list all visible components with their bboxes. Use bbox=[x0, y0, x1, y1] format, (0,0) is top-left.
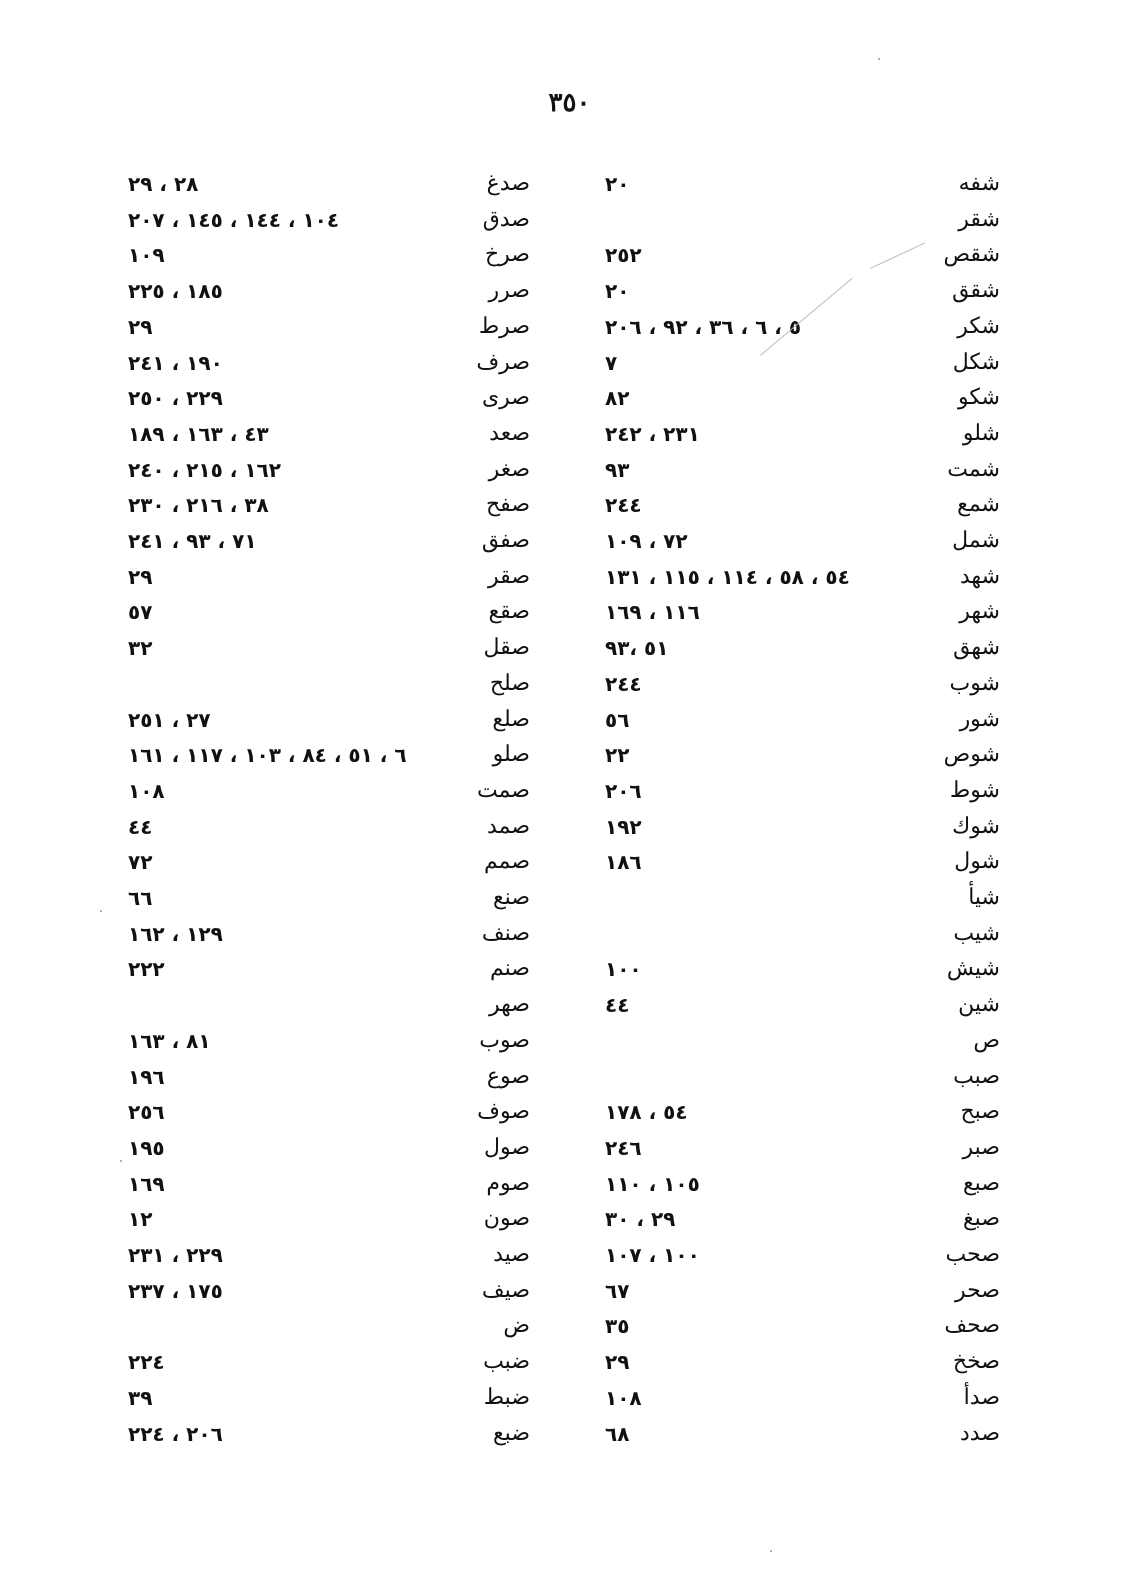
index-root: صقر bbox=[488, 563, 530, 589]
index-page-refs: ٢٨ ، ٢٩ bbox=[128, 172, 199, 196]
index-root: صمت bbox=[476, 777, 530, 803]
index-root: صبب bbox=[953, 1063, 1000, 1089]
index-root: شوك bbox=[952, 813, 1000, 839]
index-page-refs bbox=[605, 880, 885, 916]
scan-speck bbox=[100, 910, 102, 912]
index-page-refs: ٢٢٩ ، ٢٣١ bbox=[128, 1243, 223, 1267]
index-root: شول bbox=[954, 849, 1000, 875]
index-page-refs: ٤٣ ، ١٦٣ ، ١٨٩ bbox=[128, 421, 269, 446]
index-page-refs: ١١٦ ، ١٦٩ bbox=[605, 600, 700, 625]
index-page-refs: ٢٠ bbox=[605, 172, 630, 196]
index-root: صقع bbox=[488, 599, 530, 625]
index-page-refs: ٥٤ ، ٥٨ ، ١١٤ ، ١١٥ ، ١٣١ bbox=[605, 564, 850, 589]
index-page-refs bbox=[605, 1023, 885, 1059]
index-page-refs: ٨١ ، ١٦٣ bbox=[128, 1028, 211, 1053]
index-root: ضبب bbox=[483, 1349, 530, 1375]
index-page-refs: ٥٦ bbox=[605, 707, 630, 732]
index-root: صون bbox=[483, 1206, 530, 1232]
scan-speck bbox=[120, 1160, 122, 1162]
index-root: صمد bbox=[487, 813, 530, 839]
index-page-refs: ٩٣ bbox=[605, 457, 630, 482]
index-root: صوع bbox=[486, 1063, 530, 1089]
index-page-refs: ٧ bbox=[605, 350, 618, 375]
index-root: شهر bbox=[959, 599, 1000, 625]
index-page-refs: ٥١ ،٩٣ bbox=[605, 636, 669, 661]
index-page-refs bbox=[605, 916, 885, 952]
index-page-refs: ٤٤ bbox=[605, 993, 630, 1018]
index-root: صفح bbox=[485, 492, 530, 518]
index-page-refs: ١٧٥ ، ٢٣٧ bbox=[128, 1278, 223, 1303]
index-root: صيف bbox=[481, 1277, 530, 1303]
index-root: شمت bbox=[947, 456, 1000, 482]
index-page-refs: ٦٧ bbox=[605, 1278, 630, 1303]
index-root: صمم bbox=[483, 849, 530, 875]
index-root: صرر bbox=[488, 278, 530, 304]
index-root: ضبع bbox=[492, 1420, 530, 1446]
index-root: صدأ bbox=[963, 1384, 1000, 1410]
index-root: صنع bbox=[492, 885, 530, 910]
index-root: صبغ bbox=[962, 1206, 1000, 1232]
index-page-refs: ١٠٠ bbox=[605, 957, 642, 982]
index-page-refs: ٢٤٤ bbox=[605, 493, 642, 518]
index-page-refs: ٤٤ bbox=[128, 814, 153, 839]
index-page-refs: ٢٢ bbox=[605, 743, 630, 768]
index-root: صرى bbox=[481, 385, 530, 411]
index-page-refs: ٣٩ bbox=[128, 1385, 153, 1410]
index-page-refs: ١٠٨ bbox=[128, 778, 165, 803]
index-root: صحب bbox=[945, 1242, 1000, 1267]
index-page-refs: ٢٣١ ، ٢٤٢ bbox=[605, 421, 700, 446]
index-root: ضبط bbox=[483, 1384, 530, 1410]
index-root: شيش bbox=[946, 956, 1000, 982]
index-root: صدق bbox=[482, 206, 530, 232]
index-page-refs: ١٢٩ ، ١٦٢ bbox=[128, 921, 223, 946]
index-root: صفق bbox=[481, 528, 530, 553]
index-root: صوم bbox=[486, 1170, 530, 1196]
index-root: صخخ bbox=[952, 1349, 1000, 1375]
index-root: شقر bbox=[958, 206, 1000, 232]
index-page-refs bbox=[128, 1308, 450, 1344]
index-page-refs: ٢٤٦ bbox=[605, 1135, 642, 1160]
index-page-refs: ١٦٢ ، ٢١٥ ، ٢٤٠ bbox=[128, 457, 281, 482]
index-root: شهق bbox=[953, 635, 1000, 661]
index-root: صعد bbox=[489, 420, 530, 446]
index-page-refs: ١٨٦ bbox=[605, 850, 642, 875]
index-root: شوص bbox=[943, 742, 1000, 768]
index-root: صغر bbox=[488, 456, 530, 482]
index-root: صدد bbox=[959, 1420, 1000, 1446]
index-page-refs: ١٠٠ ، ١٠٧ bbox=[605, 1243, 700, 1267]
index-root: شمع bbox=[957, 492, 1000, 518]
index-root: صدغ bbox=[486, 171, 530, 196]
index-root: شور bbox=[959, 706, 1000, 732]
index-root: صلح bbox=[489, 670, 530, 696]
index-root: صنف bbox=[481, 920, 530, 946]
index-root: شوب bbox=[949, 670, 1000, 696]
index-root: صلع bbox=[492, 706, 530, 732]
index-root: شهد bbox=[959, 563, 1000, 589]
index-root: شكل bbox=[952, 349, 1000, 375]
index-root: صقل bbox=[483, 635, 530, 661]
index-page-refs: ١٩٢ bbox=[605, 814, 642, 839]
index-page-refs bbox=[128, 987, 450, 1023]
index-page-refs: ١٢ bbox=[128, 1207, 153, 1232]
index-page-refs: ٧٢ bbox=[128, 850, 153, 875]
index-page-refs: ٢٩ ، ٣٠ bbox=[605, 1207, 676, 1232]
index-page-refs: ٧٢ ، ١٠٩ bbox=[605, 529, 688, 553]
index-root: شيأ bbox=[968, 885, 1000, 910]
index-root: صبر bbox=[962, 1134, 1000, 1160]
index-page-refs: ٥ ، ٦ ، ٣٦ ، ٩٢ ، ٢٠٦ bbox=[605, 314, 802, 339]
index-page-refs: ١٨٥ ، ٢٢٥ bbox=[128, 279, 223, 304]
index-page-refs: ٣٥ bbox=[605, 1314, 630, 1339]
index-page-refs: ٢٩ bbox=[128, 564, 153, 589]
index-page-refs: ٢٥٢ bbox=[605, 243, 642, 268]
index-root: شمل bbox=[952, 528, 1000, 553]
index-page-refs: ٣٢ bbox=[128, 636, 153, 661]
index-page-refs: ٢٠٦ bbox=[605, 778, 642, 803]
index-root: ص bbox=[973, 1027, 1000, 1053]
index-page-refs: ١٠٩ bbox=[128, 243, 165, 268]
index-root: صوف bbox=[477, 1099, 530, 1125]
index-page-refs: ٦٦ bbox=[128, 886, 153, 910]
index-root: شفه bbox=[958, 171, 1000, 196]
index-root: صلو bbox=[492, 742, 530, 768]
index-page-refs: ١٩٦ bbox=[128, 1064, 165, 1089]
index-page-refs bbox=[128, 666, 450, 702]
index-page-refs: ١٠٤ ، ١٤٤ ، ١٤٥ ، ٢٠٧ bbox=[128, 207, 340, 232]
index-page-refs: ٢٥٦ bbox=[128, 1100, 165, 1125]
index-root: صرخ bbox=[484, 242, 530, 268]
index-page-refs: ٢٩ bbox=[605, 1350, 630, 1375]
index-page-refs: ٢٤٤ bbox=[605, 671, 642, 696]
scan-speck bbox=[770, 1550, 772, 1552]
index-page-refs: ٢٠ bbox=[605, 279, 630, 304]
index-root: صحف bbox=[944, 1313, 1000, 1339]
index-root: شكو bbox=[958, 385, 1000, 411]
index-page-refs: ١٩٥ bbox=[128, 1135, 165, 1160]
index-page-refs: ٦ ، ٥١ ، ٨٤ ، ١٠٣ ، ١١٧ ، ١٦١ bbox=[128, 743, 407, 768]
index-page-refs: ١٩٠ ، ٢٤١ bbox=[128, 350, 223, 375]
index-page-refs: ١٠٨ bbox=[605, 1385, 642, 1410]
index-page-refs: ١٠٥ ، ١١٠ bbox=[605, 1171, 700, 1196]
index-root: صرف bbox=[476, 349, 530, 375]
index-page-refs: ٦٨ bbox=[605, 1421, 630, 1446]
index-root: صوب bbox=[479, 1027, 530, 1053]
index-page-refs: ٥٤ ، ١٧٨ bbox=[605, 1100, 688, 1125]
index-root: صول bbox=[483, 1134, 530, 1160]
index-page-refs bbox=[605, 202, 885, 238]
index-root: صهر bbox=[489, 992, 530, 1018]
index-root: صيد bbox=[493, 1242, 530, 1267]
index-page-refs: ٢٢٤ bbox=[128, 1350, 165, 1375]
index-root: شكر bbox=[957, 313, 1000, 339]
index-root: صحر bbox=[954, 1277, 1000, 1303]
scan-speck bbox=[878, 58, 880, 60]
index-page-refs: ٥٧ bbox=[128, 600, 153, 625]
index-root: شين bbox=[958, 992, 1000, 1018]
index-page-refs: ٢٧ ، ٢٥١ bbox=[128, 707, 211, 732]
index-page-refs: ٢٢٢ bbox=[128, 957, 165, 982]
index-root: شيب bbox=[953, 920, 1000, 946]
index-page-refs: ١٦٩ bbox=[128, 1171, 165, 1196]
index-page-refs: ٧١ ، ٩٣ ، ٢٤١ bbox=[128, 529, 257, 553]
index-page-refs: ٢٠٦ ، ٢٢٤ bbox=[128, 1421, 223, 1446]
index-root: شوط bbox=[949, 777, 1000, 803]
index-root: صرط bbox=[478, 313, 530, 339]
index-page-refs: ٢٢٩ ، ٢٥٠ bbox=[128, 386, 223, 411]
page-number: ٣٥٠ bbox=[548, 88, 591, 118]
index-page-refs: ٣٨ ، ٢١٦ ، ٢٣٠ bbox=[128, 493, 269, 518]
index-root: صبح bbox=[960, 1099, 1000, 1125]
index-root: شلو bbox=[962, 420, 1000, 446]
index-root: شقق bbox=[952, 278, 1000, 304]
index-page-refs: ٨٢ bbox=[605, 386, 630, 411]
index-root: شقص bbox=[943, 242, 1000, 268]
index-root: صبع bbox=[962, 1170, 1000, 1196]
index-root: ض bbox=[503, 1313, 530, 1339]
index-page-refs bbox=[605, 1059, 885, 1095]
index-root: صنم bbox=[490, 956, 530, 982]
index-page-refs: ٢٩ bbox=[128, 314, 153, 339]
